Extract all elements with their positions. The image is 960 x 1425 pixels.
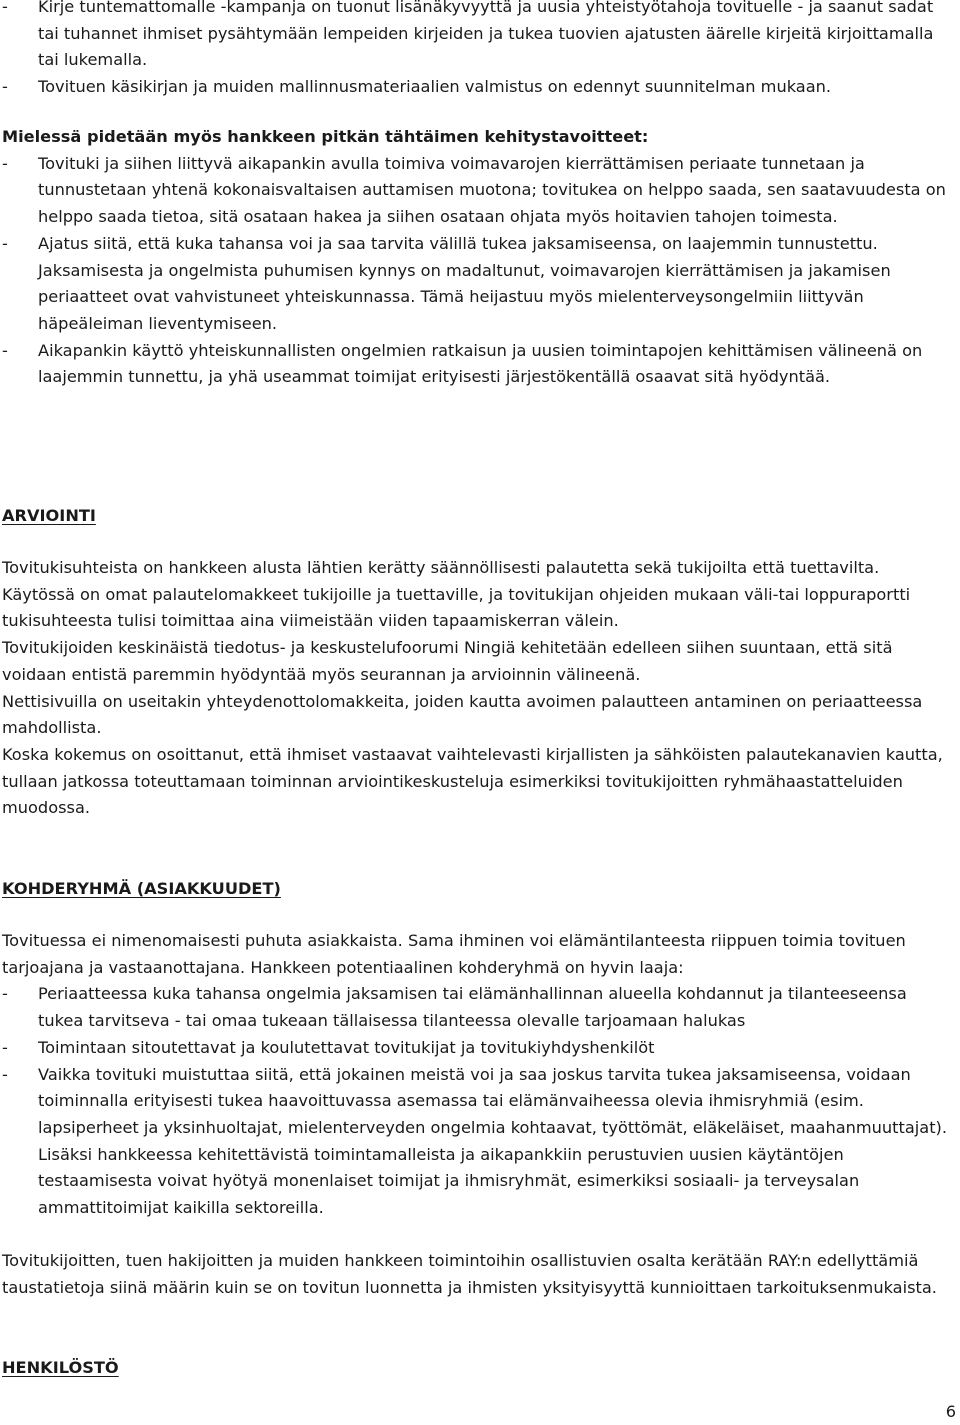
- list-dash: -: [2, 1037, 8, 1057]
- arviointi-paragraph: Tovitukisuhteista on hankkeen alusta lähtien kerätty säännöllisesti palautetta sekä tukijoilta että tuettavilta. Käytössä on omat palautelomakkeet tukijoille ja tuettaville, ja tovitukijan ohjeiden mukaan väli-tai loppuraportti tukisuhteesta tulisi toimittaa aina viimeistään viiden tapaamiskerran välein.: [2, 558, 911, 631]
- list-dash: -: [2, 0, 8, 16]
- kohderyhma-intro: Tovituessa ei nimenomaisesti puhuta asiakkaista. Sama ihminen voi elämäntilanteesta riippuen toimia tovituen tarjoajana ja vastaanottajana. Hankkeen potentiaalinen kohderyhmä on hyvin laaja:: [2, 931, 906, 977]
- arviointi-section: [2, 555, 952, 822]
- intro-bullet-list: [2, 0, 952, 101]
- list-item: [2, 231, 952, 338]
- list-item: [2, 981, 952, 1034]
- list-dash: -: [2, 1064, 8, 1084]
- list-dash: -: [2, 77, 8, 97]
- arviointi-paragraph: Koska kokemus on osoittanut, että ihmiset vastaavat vaihtelevasti kirjallisten ja sähköisten palautekanavien kautta, tullaan jatkossa toteuttamaan toiminnan arviointikeskusteluja esimerkiksi tovitukijoitten ryhmähaastatteluiden muodossa.: [2, 744, 943, 818]
- henkilosto-heading-block: [2, 1355, 952, 1382]
- kohderyhma-closing: Tovitukijoitten, tuen hakijoitten ja muiden hankkeen toimintoihin osallistuvien osalta kerätään RAY:n edellyttämiä taustatietoja siinä määrin kuin se on tovitun luonnetta ja ihmisten yksityisyyttä kunnioittaen tarkoituksenmukaista.: [2, 1251, 937, 1297]
- list-item-text: Aikapankin käyttö yhteiskunnallisten ongelmien ratkaisun ja uusien toimintapojen kehittämisen välineenä on laajemmin tunnettu, ja yhä useammat toimijat erityisesti järjestökentällä osaavat sitä hyödyntää.: [38, 340, 923, 387]
- list-dash: -: [2, 233, 8, 253]
- list-item-text: Ajatus siitä, että kuka tahansa voi ja saa tarvita välillä tukea jaksamiseensa, on laajemmin tunnustettu. Jaksamisesta ja ongelmista puhumisen kynnys on madaltunut, voimavarojen kierrättämisen ja jakamisen periaatteet ovat vahvistuneet yhteiskunnassa. Tämä heijastuu myös mielenterveysongelmiin liittyvän häpeäleiman lieventymiseen.: [38, 233, 891, 333]
- henkilosto-heading: HENKILÖSTÖ: [2, 1358, 119, 1377]
- arviointi-heading: ARVIOINTI: [2, 506, 96, 525]
- kohderyhma-closing-block: [2, 1248, 952, 1301]
- list-item-text: Toimintaan sitoutettavat ja koulutettavat tovitukijat ja tovitukiyhdyshenkilöt: [38, 1037, 655, 1057]
- page-number: 6: [945, 1402, 956, 1421]
- arviointi-paragraph: Tovitukijoiden keskinäistä tiedotus- ja keskustelufoorumi Ningiä kehitetään edelleen siihen suuntaan, että sitä voidaan entistä paremmin hyödyntää myös seurannan ja arvioinnin välineenä.: [2, 638, 893, 684]
- kohderyhma-heading: KOHDERYHMÄ (ASIAKKUUDET): [2, 879, 281, 898]
- list-dash: -: [2, 340, 8, 360]
- list-item: [2, 1035, 952, 1062]
- list-item-text: Periaatteessa kuka tahansa ongelmia jaksamisen tai elämänhallinnan alueella kohdannut ja tilanteeseensa tukea tarvitseva - tai omaa tukeaan tällaisessa tilanteessa olevalle tarjoamaan halukas: [38, 984, 907, 1031]
- list-item: [2, 151, 952, 231]
- list-item: [2, 1062, 952, 1222]
- kohderyhma-section: [2, 928, 952, 1222]
- arviointi-heading-block: [2, 503, 952, 530]
- longterm-goals-section: [2, 124, 952, 391]
- list-item: [2, 0, 952, 74]
- list-item: [2, 338, 952, 391]
- list-item-text: Kirje tuntemattomalle -kampanja on tuonut lisänäkyvyyttä ja uusia yhteistyötahoja tovituelle - ja saanut sadat tai tuhannet ihmiset pysähtymään lempeiden kirjeiden ja tukea tuovien ajatusten äärelle kirjeitä kirjoittamalla tai lukemalla.: [38, 0, 934, 70]
- list-item: [2, 74, 952, 101]
- list-item-text: Tovituki ja siihen liittyvä aikapankin avulla toimiva voimavarojen kierrättämisen periaate tunnetaan ja tunnustetaan yhtenä kokonaisvaltaisen auttamisen muotona; tovitukea on helppo saada, sen saatavuudesta on helppo saada tietoa, sitä osataan hakea ja siihen osataan ohjata myös hoitavien tahojen toimesta.: [38, 153, 946, 227]
- list-item-text: Vaikka tovituki muistuttaa siitä, että jokainen meistä voi ja saa joskus tarvita tukea jaksamiseensa, voidaan toiminnalla erityisesti tukea haavoittuvassa asemassa tai elämänvaiheessa olevia ihmisryhmiä (esim. lapsiperheet ja yksinhuoltajat, mielenterveyden ongelmia kohtaavat, työttömät, eläkeläiset, maahanmuuttajat). Lisäksi hankkeessa kehitettävistä toimintamalleista ja aikapankkiin perustuvien uusien käytäntöjen testaamisesta voivat hyötyä monenlaiset toimijat ja ihmisryhmät, esimerkiksi sosiaali- ja terveysalan ammattitoimijat kaikilla sektoreilla.: [38, 1064, 948, 1218]
- list-dash: -: [2, 984, 8, 1004]
- arviointi-paragraph: Nettisivuilla on useitakin yhteydenottolomakkeita, joiden kautta avoimen palautteen antaminen on periaatteessa mahdollista.: [2, 691, 923, 738]
- list-item-text: Tovituen käsikirjan ja muiden mallinnusmateriaalien valmistus on edennyt suunnitelman mukaan.: [38, 77, 832, 97]
- kohderyhma-heading-block: [2, 876, 952, 903]
- longterm-goals-title: Mielessä pidetään myös hankkeen pitkän tähtäimen kehitystavoitteet:: [2, 127, 649, 146]
- list-dash: -: [2, 153, 8, 173]
